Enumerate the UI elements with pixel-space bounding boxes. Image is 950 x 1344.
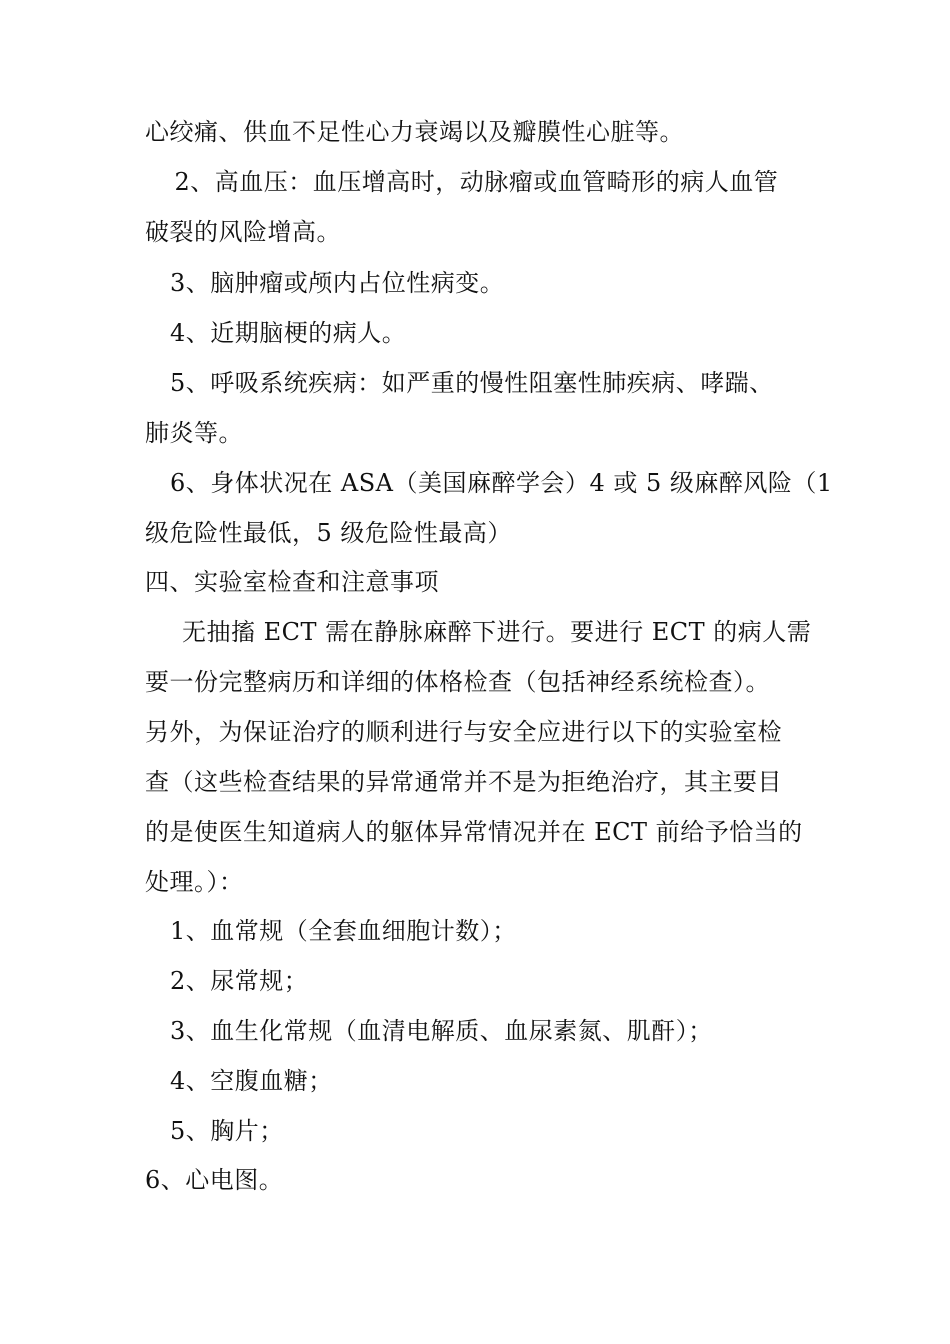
text-line-16: 处理。）： [145,868,244,896]
text-line-7: 肺炎等。 [145,419,243,447]
text-line-2: 2、高血压：血压增高时，动脉瘤或血管畸形的病人血管 [150,168,779,196]
text-line-6: 5、呼吸系统疾病：如严重的慢性阻塞性肺疾病、哮踹、 [170,369,774,397]
list-item-2: 2、尿常规； [170,967,309,995]
list-item-3: 3、血生化常规（血清电解质、血尿素氮、肌酐）； [170,1017,713,1045]
list-item-5: 5、胸片； [170,1117,284,1145]
text-line-14: 查（这些检查结果的异常通常并不是为拒绝治疗，其主要目 [145,768,782,796]
text-line-9: 级危险性最低，5 级危险性最高） [145,519,512,547]
list-item-1: 1、血常规（全套血细胞计数）； [170,917,517,945]
text-line-5: 4、近期脑梗的病人。 [170,319,407,347]
list-item-4: 4、空腹血糖； [170,1067,333,1095]
text-line-15: 的是使医生知道病人的躯体异常情况并在 ECT 前给予恰当的 [145,818,803,846]
text-line-12: 要一份完整病历和详细的体格检查（包括神经系统检查）。 [145,668,770,696]
text-line-11: 无抽搐 ECT 需在静脉麻醉下进行。要进行 ECT 的病人需 [182,618,812,646]
text-line-8: 6、身体状况在 ASA（美国麻醉学会）4 或 5 级麻醉风险（1 [170,469,833,497]
text-line-1: 心绞痛、供血不足性心力衰竭以及瓣膜性心脏等。 [145,118,684,146]
text-line-4: 3、脑肿瘤或颅内占位性病变。 [170,269,505,297]
section-heading: 四、实验室检查和注意事项 [145,568,439,596]
list-item-6: 6、心电图。 [145,1166,284,1194]
text-line-3: 破裂的风险增高。 [145,218,341,246]
text-line-13: 另外，为保证治疗的顺利进行与安全应进行以下的实验室检 [145,718,782,746]
